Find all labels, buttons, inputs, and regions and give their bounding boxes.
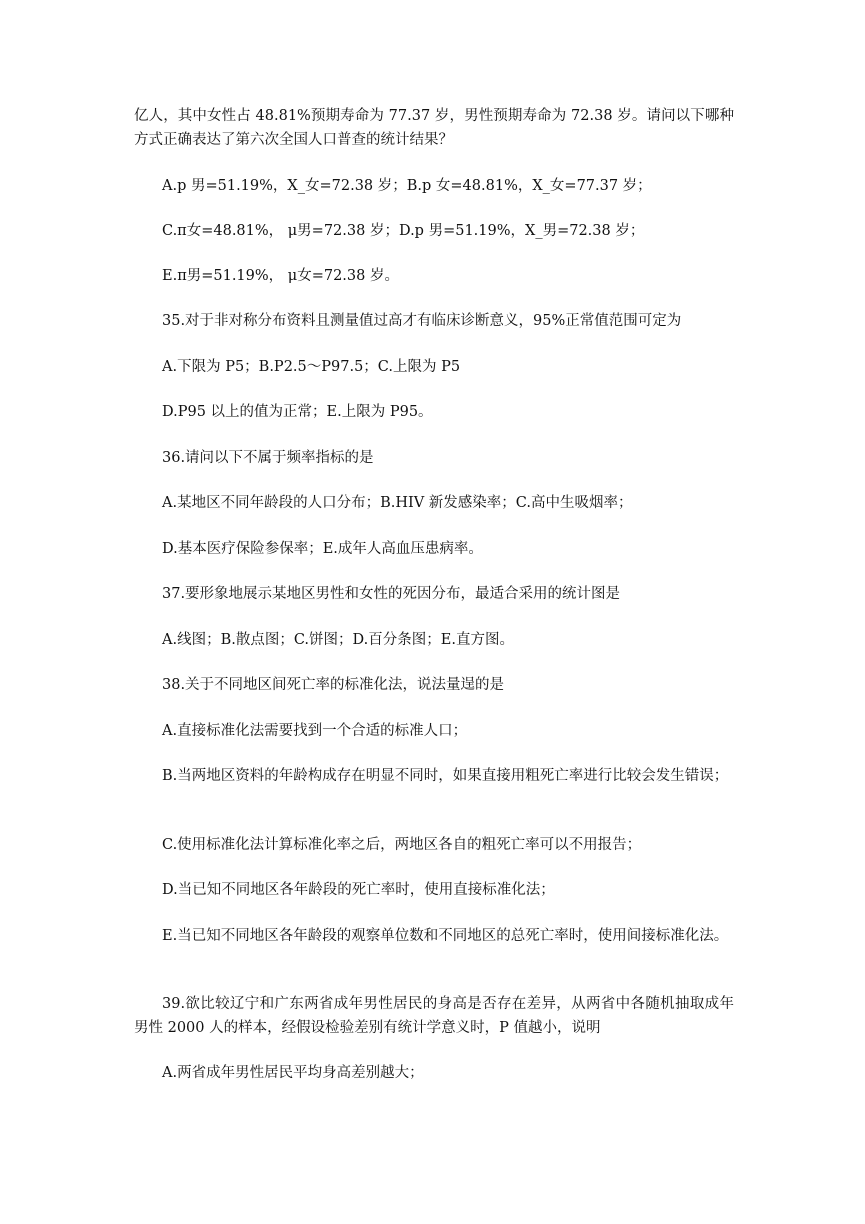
paragraph-q36-stem: 36.请问以下不属于频率指标的是 <box>162 450 374 466</box>
paragraph-q34-option-e: E.π男=51.19%， μ女=72.38 岁。 <box>162 268 399 284</box>
paragraph-q38-option-a: A.直接标准化法需要找到一个合适的标准人口； <box>162 723 468 739</box>
paragraph-q38-option-d: D.当已知不同地区各年龄段的死亡率时，使用直接标准化法； <box>162 882 555 898</box>
paragraph-q38-option-e: E.当已知不同地区各年龄段的观察单位数和不同地区的总死亡率时，使用间接标准化法。 <box>162 928 729 944</box>
paragraph-q35-options-abc: A.下限为 P5；B.P2.5～P97.5；C.上限为 P5 <box>162 359 461 375</box>
paragraph-q35-stem: 35.对于非对称分布资料且测量值过高才有临床诊断意义，95%正常值范围可定为 <box>162 313 682 329</box>
paragraph-q38-option-b: B.当两地区资料的年龄构成存在明显不同时，如果直接用粗死亡率进行比较会发生错误； <box>162 768 729 784</box>
paragraph-q37-options: A.线图；B.散点图；C.饼图；D.百分条图；E.直方图。 <box>162 632 514 648</box>
paragraph-q37-stem: 37.要形象地展示某地区男性和女性的死因分布，最适合采用的统计图是 <box>162 586 621 602</box>
paragraph-q36-options-abc: A.某地区不同年龄段的人口分布；B.HIV 新发感染率；C.高中生吸烟率； <box>162 495 633 511</box>
paragraph-q34-stem-continued: 亿人，其中女性占 48.81%预期寿命为 77.37 岁，男性预期寿命为 72.38 岁。请问以下哪种方式正确表达了第六次全国人口普查的统计结果？ <box>134 108 734 148</box>
paragraph-q34-options-cd: C.π女=48.81%， μ男=72.38 岁；D.p 男=51.19%，X_男=72.38 岁； <box>162 223 645 239</box>
paragraph-q39-option-a: A.两省成年男性居民平均身高差别越大； <box>162 1065 424 1081</box>
paragraph-q38-option-c: C.使用标准化法计算标准化率之后，两地区各自的粗死亡率可以不用报告； <box>162 837 642 853</box>
paragraph-q35-options-de: D.P95 以上的值为正常；E.上限为 P95。 <box>162 404 433 420</box>
paragraph-q36-options-de: D.基本医疗保险参保率；E.成年人高血压患病率。 <box>162 541 483 557</box>
paragraph-q38-stem: 38.关于不同地区间死亡率的标准化法，说法量逞的是 <box>162 677 505 693</box>
paragraph-q34-options-ab: A.p 男=51.19%，X_女=72.38 岁；B.p 女=48.81%，X_女=77.37 岁； <box>162 178 652 194</box>
paragraph-q39-stem: 39.欲比较辽宁和广东两省成年男性居民的身高是否存在差异，从两省中各随机抽取成年男性 2000 人的样本，经假设检验差别有统计学意义时，P 值越小，说明 <box>134 996 734 1036</box>
